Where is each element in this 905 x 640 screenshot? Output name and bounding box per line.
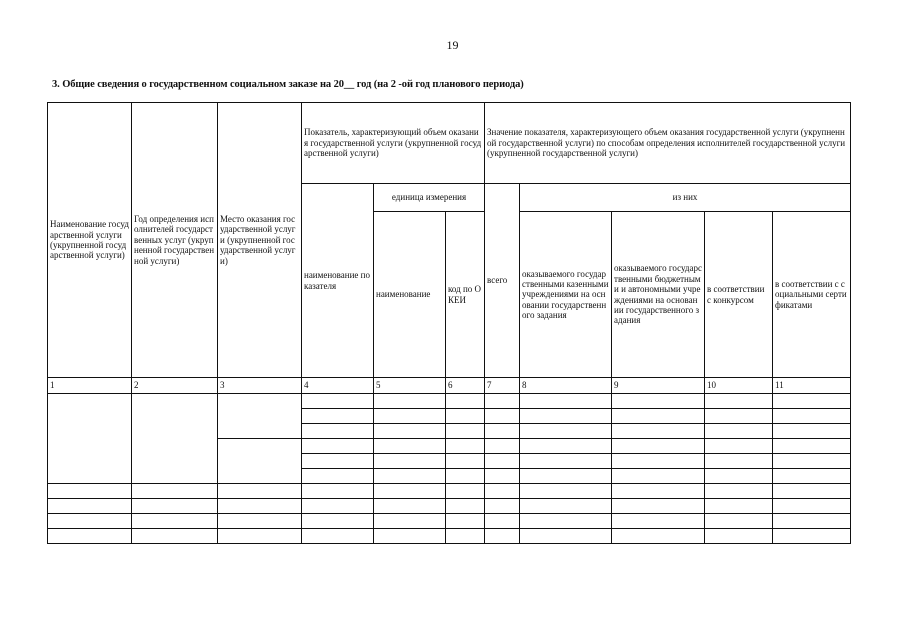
table-cell[interactable]: [612, 484, 705, 499]
header-unit-name: наименование: [374, 212, 446, 378]
table-cell[interactable]: [446, 529, 485, 544]
table-cell[interactable]: [612, 409, 705, 424]
table-cell[interactable]: [705, 529, 773, 544]
table-cell[interactable]: [374, 529, 446, 544]
column-number: 9: [612, 378, 705, 394]
table-row: [48, 394, 851, 409]
table-cell[interactable]: [612, 424, 705, 439]
table-cell[interactable]: [612, 394, 705, 409]
table-cell[interactable]: [48, 529, 132, 544]
column-number-row: [48, 378, 851, 394]
header-row-1: [48, 103, 851, 184]
table-cell[interactable]: [302, 499, 374, 514]
table-cell[interactable]: [132, 499, 218, 514]
table-cell[interactable]: [446, 424, 485, 439]
column-number: 6: [446, 378, 485, 394]
header-total: всего: [485, 184, 520, 378]
table-cell[interactable]: [520, 469, 612, 484]
table-row: [48, 499, 851, 514]
header-year: Год определения исполнителей государственных услуг (укрупненной государственной услуги): [132, 103, 218, 378]
table-cell[interactable]: [520, 439, 612, 454]
table-cell[interactable]: [705, 514, 773, 529]
table-cell[interactable]: [485, 499, 520, 514]
column-number: 5: [374, 378, 446, 394]
column-number: 11: [773, 378, 851, 394]
section-title: 3. Общие сведения о государственном социальном заказе на 20__ год (на 2 -ой год планового периода): [52, 79, 524, 90]
table-cell[interactable]: [773, 439, 851, 454]
column-number: 10: [705, 378, 773, 394]
header-competition: в соответствии с конкурсом: [705, 212, 773, 378]
table-cell[interactable]: [374, 484, 446, 499]
table-cell[interactable]: [218, 499, 302, 514]
table-cell[interactable]: [705, 469, 773, 484]
table-cell[interactable]: [485, 484, 520, 499]
table-cell[interactable]: [218, 529, 302, 544]
header-value-group: Значение показателя, характеризующего объем оказания государственной услуги (укрупненной государственной услуги) по способам определения исполнителей государственной услуги (укрупненной государственной услуги): [485, 103, 851, 184]
table-cell[interactable]: [705, 454, 773, 469]
table-cell[interactable]: [612, 469, 705, 484]
table-cell[interactable]: [374, 514, 446, 529]
year-cell[interactable]: [132, 394, 218, 484]
column-number: 8: [520, 378, 612, 394]
table-cell[interactable]: [773, 394, 851, 409]
social-order-table: [47, 102, 851, 544]
table-cell[interactable]: [446, 469, 485, 484]
header-indicator-name: наименование показателя: [302, 184, 374, 378]
table-cell[interactable]: [705, 484, 773, 499]
table-cell[interactable]: [520, 499, 612, 514]
table-cell[interactable]: [773, 424, 851, 439]
header-state-budget: оказываемого государственными бюджетными и автономными учреждениями на основании государственного задания: [612, 212, 705, 378]
table-cell[interactable]: [773, 499, 851, 514]
table-cell[interactable]: [485, 514, 520, 529]
table-cell[interactable]: [302, 454, 374, 469]
table-cell[interactable]: [485, 424, 520, 439]
table-cell[interactable]: [374, 409, 446, 424]
table-cell[interactable]: [374, 469, 446, 484]
table-cell[interactable]: [520, 454, 612, 469]
table-cell[interactable]: [520, 529, 612, 544]
table-cell[interactable]: [773, 514, 851, 529]
header-state-treasury: оказываемого государственными казенными учреждениями на основании государственного задания: [520, 212, 612, 378]
table-cell[interactable]: [446, 499, 485, 514]
table-cell[interactable]: [485, 529, 520, 544]
table-cell[interactable]: [374, 499, 446, 514]
column-number: 7: [485, 378, 520, 394]
table-cell[interactable]: [520, 484, 612, 499]
table-cell[interactable]: [302, 424, 374, 439]
table-cell[interactable]: [773, 529, 851, 544]
table-cell[interactable]: [302, 484, 374, 499]
table-row: [48, 484, 851, 499]
table-cell[interactable]: [485, 469, 520, 484]
header-service-name: Наименование государственной услуги (укрупненной государственной услуги): [48, 103, 132, 378]
table-cell[interactable]: [446, 514, 485, 529]
header-indicator-group: Показатель, характеризующий объем оказания государственной услуги (укрупненной государственной услуги): [302, 103, 485, 184]
table-cell[interactable]: [218, 514, 302, 529]
place-cell[interactable]: [218, 439, 302, 484]
table-cell[interactable]: [773, 454, 851, 469]
table-cell[interactable]: [302, 394, 374, 409]
table-cell[interactable]: [302, 409, 374, 424]
table-cell[interactable]: [446, 484, 485, 499]
table-cell[interactable]: [446, 394, 485, 409]
table-cell[interactable]: [773, 484, 851, 499]
header-place: Место оказания государственной услуги (укрупненной государственной услуги): [218, 103, 302, 378]
table-cell[interactable]: [773, 409, 851, 424]
header-unit-group: единица измерения: [374, 184, 485, 212]
table-cell[interactable]: [520, 394, 612, 409]
table-cell[interactable]: [48, 484, 132, 499]
table-cell[interactable]: [302, 439, 374, 454]
table-cell[interactable]: [446, 439, 485, 454]
column-number: 4: [302, 378, 374, 394]
column-number: 1: [48, 378, 132, 394]
table-cell[interactable]: [612, 439, 705, 454]
table-cell[interactable]: [302, 529, 374, 544]
table-cell[interactable]: [132, 514, 218, 529]
table-cell[interactable]: [612, 499, 705, 514]
table-cell[interactable]: [48, 499, 132, 514]
header-certificates: в соответствии с социальными сертификатами: [773, 212, 851, 378]
table-cell[interactable]: [705, 394, 773, 409]
table-cell[interactable]: [374, 394, 446, 409]
table-cell[interactable]: [446, 409, 485, 424]
header-unit-okei: код по ОКЕИ: [446, 212, 485, 378]
table-cell[interactable]: [520, 424, 612, 439]
table-cell[interactable]: [612, 454, 705, 469]
service-name-cell[interactable]: [48, 394, 132, 484]
table-cell[interactable]: [48, 514, 132, 529]
table-cell[interactable]: [705, 424, 773, 439]
table-cell[interactable]: [132, 529, 218, 544]
column-number: 2: [132, 378, 218, 394]
table-cell[interactable]: [485, 409, 520, 424]
column-number: 3: [218, 378, 302, 394]
table-cell[interactable]: [485, 454, 520, 469]
header-of-them: из них: [520, 184, 851, 212]
place-cell[interactable]: [218, 394, 302, 439]
page-number: 19: [446, 38, 459, 52]
table-cell[interactable]: [612, 529, 705, 544]
table-cell[interactable]: [705, 439, 773, 454]
table-cell[interactable]: [374, 454, 446, 469]
table-cell[interactable]: [773, 469, 851, 484]
table-cell[interactable]: [485, 394, 520, 409]
table-cell[interactable]: [132, 484, 218, 499]
table-cell[interactable]: [302, 469, 374, 484]
table-cell[interactable]: [705, 409, 773, 424]
table-row: [48, 529, 851, 544]
table-row: [48, 514, 851, 529]
table-cell[interactable]: [218, 484, 302, 499]
table-cell[interactable]: [374, 439, 446, 454]
table-cell[interactable]: [520, 514, 612, 529]
table-cell[interactable]: [612, 514, 705, 529]
table-cell[interactable]: [374, 424, 446, 439]
table-cell[interactable]: [446, 454, 485, 469]
table-cell[interactable]: [485, 439, 520, 454]
table-cell[interactable]: [520, 409, 612, 424]
table-cell[interactable]: [705, 499, 773, 514]
table-cell[interactable]: [302, 514, 374, 529]
